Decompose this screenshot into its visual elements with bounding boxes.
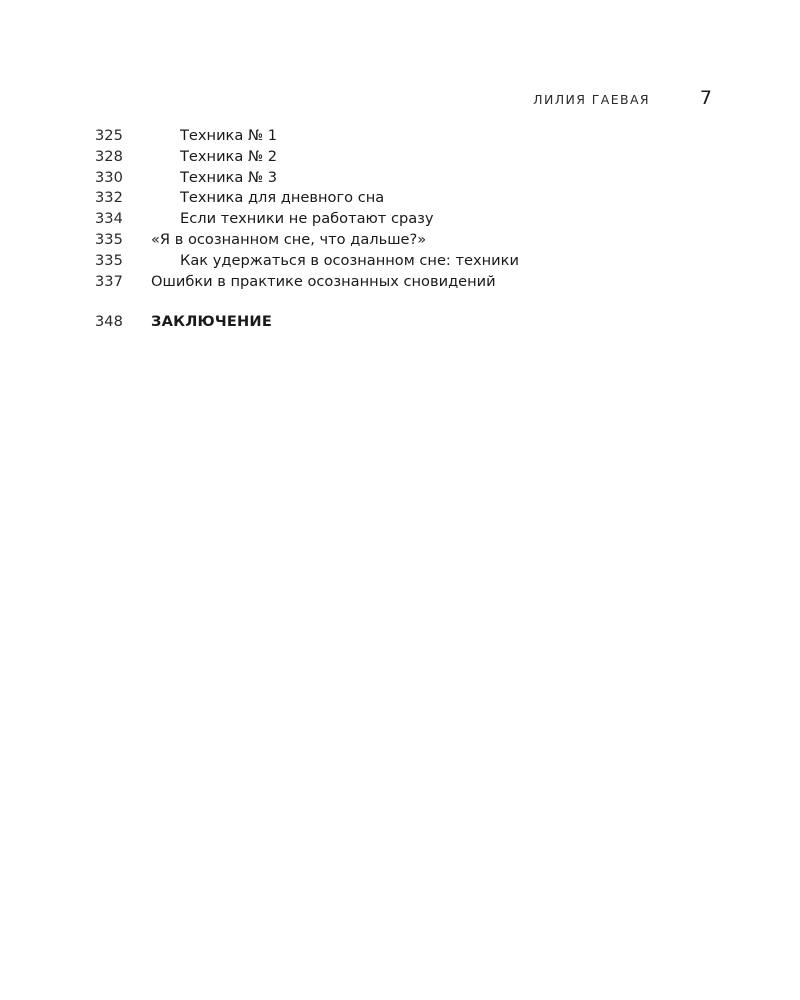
toc-entry xyxy=(95,188,735,209)
toc-entry-page: 335 xyxy=(95,251,123,269)
toc-entry-page: 337 xyxy=(95,272,123,290)
toc-entry-page: 332 xyxy=(95,189,123,207)
toc-entry-title: Техника № 3 xyxy=(180,168,278,186)
toc-entry-page: 325 xyxy=(95,127,123,144)
toc-entry xyxy=(95,147,735,168)
toc-entry xyxy=(95,230,735,251)
toc-entry-title: Если техники не работают сразу xyxy=(180,210,434,228)
toc-entry xyxy=(95,168,735,189)
running-head-author: ЛИЛИЯ ГАЕВАЯ xyxy=(533,92,650,107)
toc-entry-title: Как удержаться в осознанном сне: техники xyxy=(180,251,519,269)
toc-entry-page: 334 xyxy=(95,210,123,228)
toc-entry-page: 330 xyxy=(95,168,123,186)
toc-chapter-entry xyxy=(95,312,735,333)
toc-entry-title: Ошибки в практике осознанных сновидений xyxy=(151,272,496,290)
page-number: 7 xyxy=(699,87,712,109)
toc-entry-title: Техника для дневного сна xyxy=(180,189,385,207)
toc-entry-title: Техника № 2 xyxy=(180,147,278,165)
toc-entry-page: 328 xyxy=(95,147,123,165)
toc-entry xyxy=(95,272,735,293)
toc-chapter-title: ЗАКЛЮЧЕНИЕ xyxy=(151,313,273,331)
toc-entry xyxy=(95,209,735,230)
toc-entry-title: Техника № 1 xyxy=(180,127,278,144)
toc-entry xyxy=(95,126,735,147)
toc-entry-page: 335 xyxy=(95,230,123,248)
toc-entry xyxy=(95,251,735,272)
running-head xyxy=(500,89,712,109)
table-of-contents xyxy=(95,126,735,333)
toc-chapter-page: 348 xyxy=(95,313,123,331)
toc-entry-title: «Я в осознанном сне, что дальше?» xyxy=(151,230,427,248)
